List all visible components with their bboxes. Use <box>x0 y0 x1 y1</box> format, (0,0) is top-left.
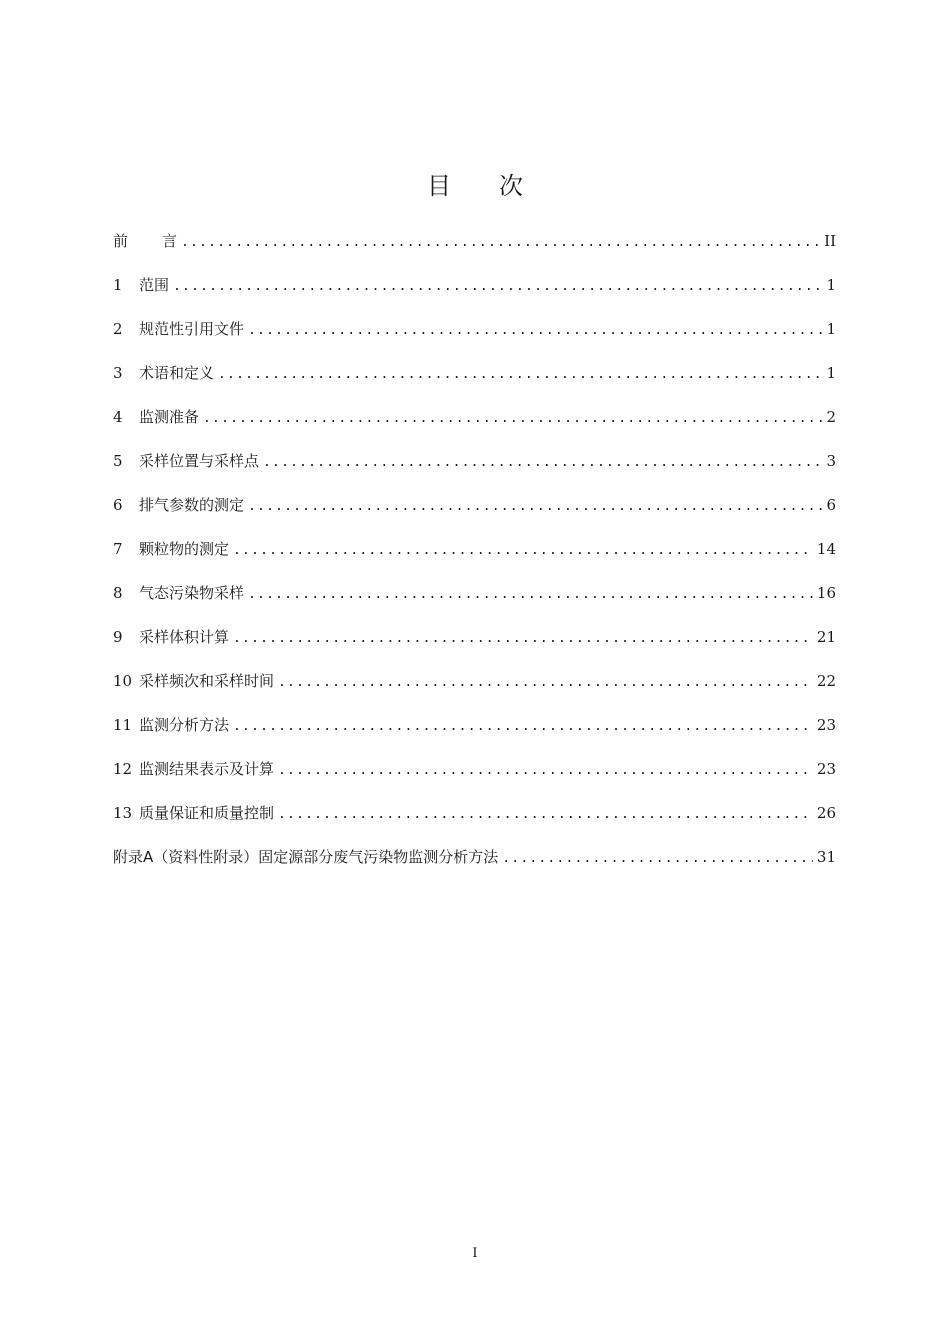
toc-entry-11[interactable] <box>113 706 836 750</box>
toc-entry-page: 22 <box>816 672 836 690</box>
toc-entry-text: 规范性引用文件 <box>139 320 245 338</box>
toc-entry-page: 14 <box>816 540 836 558</box>
toc-entry-page: II <box>824 232 836 250</box>
toc-entry-text: 颗粒物的测定 <box>139 540 230 558</box>
toc-entry-number: 1 <box>113 276 123 294</box>
toc-entry-text: 监测结果表示及计算 <box>139 760 275 778</box>
toc-entry-text: 范围 <box>139 276 170 294</box>
toc-entry-number: 7 <box>113 540 123 558</box>
toc-entry-7[interactable] <box>113 530 836 574</box>
toc-entry-5[interactable] <box>113 442 836 486</box>
toc-entry-text: 采样体积计算 <box>139 628 230 646</box>
toc-entry-number: 5 <box>113 452 123 470</box>
toc-leader-dots <box>248 488 822 526</box>
toc-entry-page: 23 <box>816 716 836 734</box>
toc-entry-text: 监测准备 <box>139 408 200 426</box>
toc-entry-number: 2 <box>113 320 123 338</box>
toc-leader-dots <box>278 664 813 702</box>
toc-entry-number: 12 <box>113 760 133 778</box>
toc-leader-dots <box>233 532 813 570</box>
toc-entry-text: 采样频次和采样时间 <box>139 672 275 690</box>
toc-leader-dots <box>173 268 822 306</box>
toc-leader-dots <box>203 400 822 438</box>
toc-entry-number: 9 <box>113 628 123 646</box>
toc-leader-dots <box>233 708 813 746</box>
toc-entry-12[interactable] <box>113 750 836 794</box>
toc-entry-page: 3 <box>826 452 836 470</box>
toc-entry-page: 1 <box>826 276 836 294</box>
toc-entry-number: 11 <box>113 716 133 734</box>
toc-entry-6[interactable] <box>113 486 836 530</box>
page-title-right: 次 <box>499 172 523 200</box>
toc-entry-10[interactable] <box>113 662 836 706</box>
toc-entry-text-2: 言 <box>162 232 178 250</box>
toc-leader-dots <box>218 356 822 394</box>
toc-entry-3[interactable] <box>113 354 836 398</box>
toc-entry-text: 前 <box>113 232 129 250</box>
page-title-left: 目 <box>427 172 451 200</box>
toc-leader-dots <box>502 840 813 878</box>
toc-entry-text: 附录A（资料性附录）固定源部分废气污染物监测分析方法 <box>113 848 499 866</box>
toc-entry-number: 4 <box>113 408 123 426</box>
toc-entry-page: 21 <box>816 628 836 646</box>
toc-entry-foreword[interactable] <box>113 222 836 266</box>
toc-leader-dots <box>278 752 813 790</box>
toc-entry-text: 监测分析方法 <box>139 716 230 734</box>
toc-entry-page: 1 <box>826 364 836 382</box>
toc-entry-text: 术语和定义 <box>139 364 215 382</box>
footer-page-number: I <box>472 1246 478 1261</box>
toc-entry-number: 8 <box>113 584 123 602</box>
toc-entry-text: 质量保证和质量控制 <box>139 804 275 822</box>
toc-entry-text: 采样位置与采样点 <box>139 452 260 470</box>
toc-leader-dots <box>263 444 822 482</box>
toc-leader-dots <box>181 224 820 262</box>
toc-leader-dots <box>248 312 822 350</box>
toc-entry-4[interactable] <box>113 398 836 442</box>
toc-entry-page: 31 <box>816 848 836 866</box>
toc-entry-text: 气态污染物采样 <box>139 584 245 602</box>
toc-entry-appendix-a[interactable] <box>113 838 836 882</box>
toc-entry-page: 1 <box>826 320 836 338</box>
toc-leader-dots <box>248 576 813 614</box>
page-title <box>0 168 950 204</box>
toc-entry-text: 排气参数的测定 <box>139 496 245 514</box>
toc-entry-9[interactable] <box>113 618 836 662</box>
toc-entry-number: 3 <box>113 364 123 382</box>
toc-entry-number: 6 <box>113 496 123 514</box>
toc-entry-8[interactable] <box>113 574 836 618</box>
toc-entry-page: 26 <box>816 804 836 822</box>
toc-entry-2[interactable] <box>113 310 836 354</box>
toc-leader-dots <box>278 796 813 834</box>
toc-entry-page: 2 <box>826 408 836 426</box>
toc-entry-page: 6 <box>826 496 836 514</box>
toc-entry-13[interactable] <box>113 794 836 838</box>
toc-leader-dots <box>233 620 813 658</box>
toc-entry-number: 10 <box>113 672 133 690</box>
toc-entry-page: 16 <box>816 584 836 602</box>
table-of-contents <box>113 222 836 882</box>
toc-entry-number: 13 <box>113 804 133 822</box>
toc-entry-1[interactable] <box>113 266 836 310</box>
toc-entry-page: 23 <box>816 760 836 778</box>
